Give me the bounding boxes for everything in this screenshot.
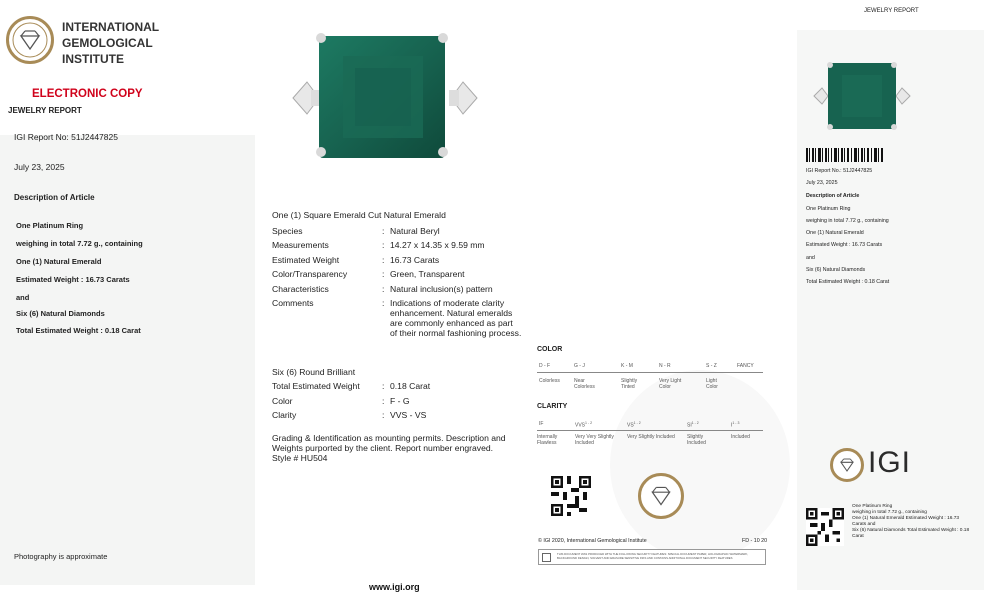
detail-label: Estimated Weight: [272, 255, 340, 265]
color-description: Near Colorless: [574, 378, 595, 390]
disclaimer-text: THIS DOCUMENT WAS PRODUCED WITH THE FOLLOWING SECURITY FEATURES: SPECIAL DOCUMENT PAPER, HOLOGRAPHIC WATERMARK, BACKGROUND DESIGN, SOLVENT AND ERASURE SENSITIVE INKS AND CONTAINS ADDITIONAL DOCUMENT SECURITY FEATURES: [557, 552, 749, 560]
stub-description-line: One (1) Natural Emerald: [806, 230, 864, 236]
detail-label: Comments: [272, 298, 314, 308]
lock-icon: [542, 553, 551, 562]
stub-bottom-line: weighing in total 7.72 g., containing: [852, 510, 927, 515]
detail-value: 14.27 x 14.35 x 9.59 mm: [390, 240, 485, 250]
description-line: One Platinum Ring: [16, 221, 84, 230]
copyright: © IGI 2020, International Gemological Institute: [538, 538, 647, 544]
clarity-grade: VVS$^{1 - 2}$: [575, 421, 593, 429]
clarity-description: Very Very Slightly Included: [575, 434, 614, 446]
disclaimer-box: [538, 549, 766, 565]
detail-colon: :: [382, 255, 385, 265]
form-code: FD - 10 20: [742, 538, 768, 544]
stub-description-line: Six (6) Natural Diamonds: [806, 267, 866, 273]
diamond-label: Color: [272, 396, 293, 406]
detail-colon: :: [382, 410, 385, 420]
detail-colon: :: [382, 269, 385, 279]
clarity-grade: IF: [539, 421, 544, 427]
org-name-line1: INTERNATIONAL: [62, 20, 160, 34]
color-scale-title: COLOR: [537, 346, 563, 353]
diamond-value: 0.18 Carat: [390, 381, 431, 391]
stub-description-line: Estimated Weight : 16.73 Carats: [806, 242, 883, 248]
igi-seal-icon: [638, 473, 684, 519]
stub-description-line: Total Estimated Weight : 0.18 Carat: [806, 279, 890, 285]
diamond-value: F - G: [390, 396, 410, 406]
ring-photo: [285, 30, 485, 160]
electronic-copy-label: ELECTRONIC COPY: [32, 88, 143, 100]
diamond-label: Total Estimated Weight: [272, 381, 360, 391]
detail-colon: :: [382, 396, 385, 406]
diamond-value: VVS - VS: [390, 410, 427, 420]
diamond-label: Clarity: [272, 410, 297, 420]
stub-bottom-line: Carat: [852, 534, 864, 539]
description-title: Description of Article: [14, 193, 95, 202]
clarity-description: Very Slightly Included: [627, 434, 675, 440]
report-date: July 23, 2025: [14, 162, 65, 172]
clarity-grade: VS$^{1 - 2}$: [627, 421, 641, 429]
description-line: weighing in total 7.72 g., containing: [16, 239, 143, 248]
stub-description-line: One Platinum Ring: [806, 206, 851, 212]
description-line: Total Estimated Weight : 0.18 Carat: [16, 326, 141, 335]
left-security-background: [0, 135, 255, 585]
stub-ring-photo: [812, 60, 912, 132]
detail-value: Natural inclusion(s) pattern: [390, 284, 493, 294]
clarity-grade: SI$^{1 - 2}$: [687, 421, 699, 429]
photography-note: Photography is approximate: [14, 552, 108, 561]
detail-value: Green, Transparent: [390, 269, 465, 279]
stub-description-line: and: [806, 255, 815, 261]
stub-description-line: weighing in total 7.72 g., containing: [806, 218, 889, 224]
color-grade: FANCY: [737, 363, 754, 369]
clarity-description: Included: [731, 434, 750, 440]
igi-logo-seal-icon: [830, 448, 864, 482]
clarity-description: Internally Flawless: [537, 434, 558, 446]
clarity-scale-title: CLARITY: [537, 403, 568, 410]
description-line: and: [16, 293, 30, 302]
color-grade: G - J: [574, 363, 585, 369]
stub-report-number: IGI Report No.: 51J2447825: [806, 168, 873, 174]
detail-label: Species: [272, 226, 303, 236]
qr-code[interactable]: [551, 476, 591, 516]
stub-bottom-line: Carats and: [852, 522, 876, 527]
org-name-line2: GEMOLOGICAL: [62, 36, 153, 50]
igi-logo-text: IGI: [868, 446, 912, 479]
clarity-scale-divider: [537, 430, 763, 431]
detail-label: Characteristics: [272, 284, 329, 294]
stub-qr-code[interactable]: [806, 508, 844, 546]
detail-label: Measurements: [272, 240, 329, 250]
stub-jewelry-report: JEWELRY REPORT: [864, 8, 919, 14]
stub-description-title: Description of Article: [806, 193, 860, 199]
color-grade: N - R: [659, 363, 671, 369]
org-name-line3: INSTITUTE: [62, 52, 124, 66]
detail-colon: :: [382, 284, 385, 294]
color-description: Light Color: [706, 378, 718, 390]
detail-value: Natural Beryl: [390, 226, 440, 236]
description-line: Estimated Weight : 16.73 Carats: [16, 275, 130, 284]
detail-value: 16.73 Carats: [390, 255, 440, 265]
diamond-title: Six (6) Round Brilliant: [272, 367, 356, 377]
color-scale-divider: [537, 372, 763, 373]
detail-colon: :: [382, 381, 385, 391]
color-description: Slightly Tinted: [621, 378, 638, 390]
color-grade: S - Z: [706, 363, 717, 369]
description-line: Six (6) Natural Diamonds: [16, 309, 105, 318]
detail-colon: :: [382, 240, 385, 250]
stub-bottom-line: One (1) Natural Emerald Estimated Weight : 16.73: [852, 516, 960, 521]
report-number: IGI Report No: 51J2447825: [14, 132, 118, 142]
stone-title: One (1) Square Emerald Cut Natural Emerald: [272, 210, 446, 220]
watermark-area: [610, 370, 790, 560]
igi-seal-icon: [6, 16, 54, 64]
color-description: Colorless: [539, 378, 560, 384]
clarity-description: Slightly Included: [687, 434, 706, 446]
description-line: One (1) Natural Emerald: [16, 257, 102, 266]
barcode: [806, 148, 884, 162]
color-description: Very Light Color: [659, 378, 682, 390]
detail-colon: :: [382, 298, 385, 308]
clarity-grade: $I^{1 - 3}$: [731, 421, 740, 429]
color-grade: D - F: [539, 363, 551, 369]
stub-bottom-line: One Platinum Ring: [852, 504, 893, 509]
color-grade: K - M: [621, 363, 633, 369]
comments-value: Indications of moderate clarity enhancement. Natural emeralds are commonly enhanced as part of their normal fashioning process.: [390, 298, 522, 338]
jewelry-report-label: JEWELRY REPORT: [8, 106, 82, 115]
detail-label: Color/Transparency: [272, 269, 348, 279]
grading-note: Grading & Identification as mounting permits. Description and Weights purported by the client. Report number engraved. Style # HU504: [272, 433, 506, 463]
stub-date: July 23, 2025: [806, 180, 838, 186]
website-link[interactable]: www.igi.org: [369, 582, 420, 592]
detail-colon: :: [382, 226, 385, 236]
stub-bottom-line: Six (6) Natural Diamonds Total Estimated Weight : 0.18: [852, 528, 970, 533]
